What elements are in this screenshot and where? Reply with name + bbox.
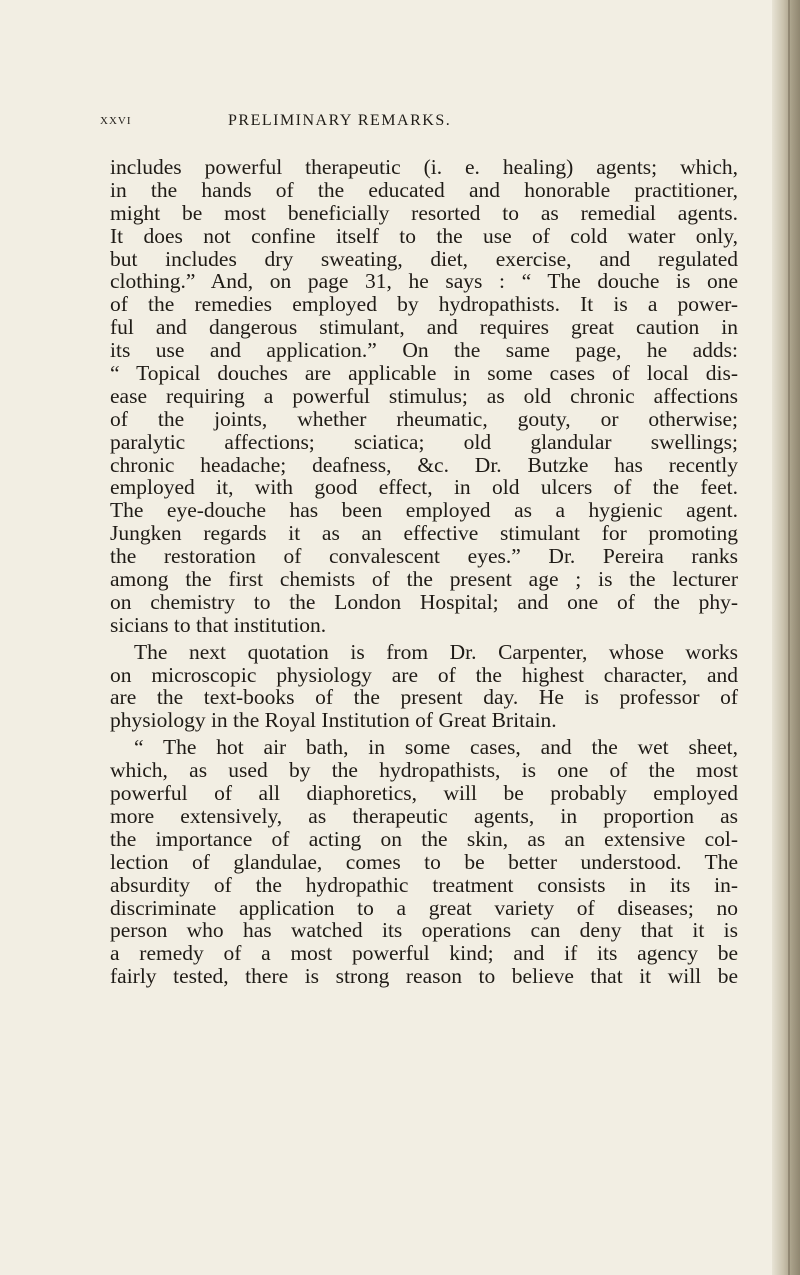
- text-line: which, as used by the hydropathists, is one of the most: [110, 758, 738, 783]
- text-line: in the hands of the educated and honorable practitioner,: [110, 177, 738, 202]
- page-edge: [772, 0, 800, 1275]
- text-line: clothing.” And, on page 31, he says : “ The douche is one: [110, 269, 738, 294]
- text-line: ease requiring a powerful stimulus; as old chronic affections: [110, 383, 738, 408]
- text-line: includes powerful therapeutic (i. e. healing) agents; which,: [110, 155, 738, 179]
- text-line: the importance of acting on the skin, as an extensive col-: [110, 826, 738, 851]
- page-edge-line: [788, 0, 790, 1275]
- paragraph-2: [110, 641, 738, 733]
- running-head: [0, 112, 760, 142]
- text-line: paralytic affections; sciatica; old glandular swellings;: [110, 429, 738, 454]
- text-line: but includes dry sweating, diet, exercise, and regulated: [110, 246, 738, 271]
- page-number: xxvi: [100, 112, 132, 128]
- text-line: “ The hot air bath, in some cases, and the wet sheet,: [134, 735, 738, 760]
- text-line: powerful of all diaphoretics, will be probably employed: [110, 781, 738, 806]
- text-line: physiology in the Royal Institution of Great Britain.: [110, 708, 557, 733]
- text-line: on microscopic physiology are of the highest character, and: [110, 662, 738, 687]
- text-line: among the first chemists of the present age ; is the lecturer: [110, 567, 738, 592]
- text-line: on chemistry to the London Hospital; and one of the phy-: [110, 589, 738, 614]
- text-line: the restoration of convalescent eyes.” Dr. Pereira ranks: [110, 544, 738, 569]
- header-title: PRELIMINARY REMARKS.: [228, 112, 452, 129]
- text-line: chronic headache; deafness, &c. Dr. Butzke has recently: [110, 452, 738, 477]
- text-line: fairly tested, there is strong reason to believe that it will be: [110, 964, 738, 989]
- text-line: are the text-books of the present day. He is professor of: [110, 685, 738, 710]
- text-line: ful and dangerous stimulant, and requires great caution in: [110, 315, 738, 340]
- text-line: of the remedies employed by hydropathists. It is a power-: [110, 292, 738, 317]
- text-line: sicians to that institution.: [110, 612, 327, 637]
- text-line: It does not confine itself to the use of cold water only,: [110, 223, 738, 248]
- text-line: might be most beneficially resorted to as remedial agents.: [110, 200, 738, 225]
- text-line: discriminate application to a great variety of diseases; no: [110, 895, 738, 920]
- text-line: of the joints, whether rheumatic, gouty, or otherwise;: [110, 406, 738, 431]
- text-line: a remedy of a most powerful kind; and if its agency be: [110, 941, 738, 966]
- text-line: The eye-douche has been employed as a hygienic agent.: [110, 498, 738, 523]
- text-line: The next quotation is from Dr. Carpenter, whose works: [134, 639, 738, 664]
- paragraph-1: [110, 156, 738, 637]
- body-text: [110, 156, 738, 988]
- text-line: absurdity of the hydropathic treatment consists in its in-: [110, 872, 738, 897]
- text-line: lection of glandulae, comes to be better understood. The: [110, 849, 738, 874]
- text-line: more extensively, as therapeutic agents, in proportion as: [110, 803, 738, 828]
- text-line: Jungken regards it as an effective stimulant for promoting: [110, 521, 738, 546]
- text-line: person who has watched its operations can deny that it is: [110, 918, 738, 943]
- text-line: its use and application.” On the same page, he adds:: [110, 338, 738, 363]
- text-line: “ Topical douches are applicable in some cases of local dis-: [110, 361, 738, 386]
- paragraph-3: [110, 736, 738, 988]
- text-line: employed it, with good effect, in old ulcers of the feet.: [110, 475, 738, 500]
